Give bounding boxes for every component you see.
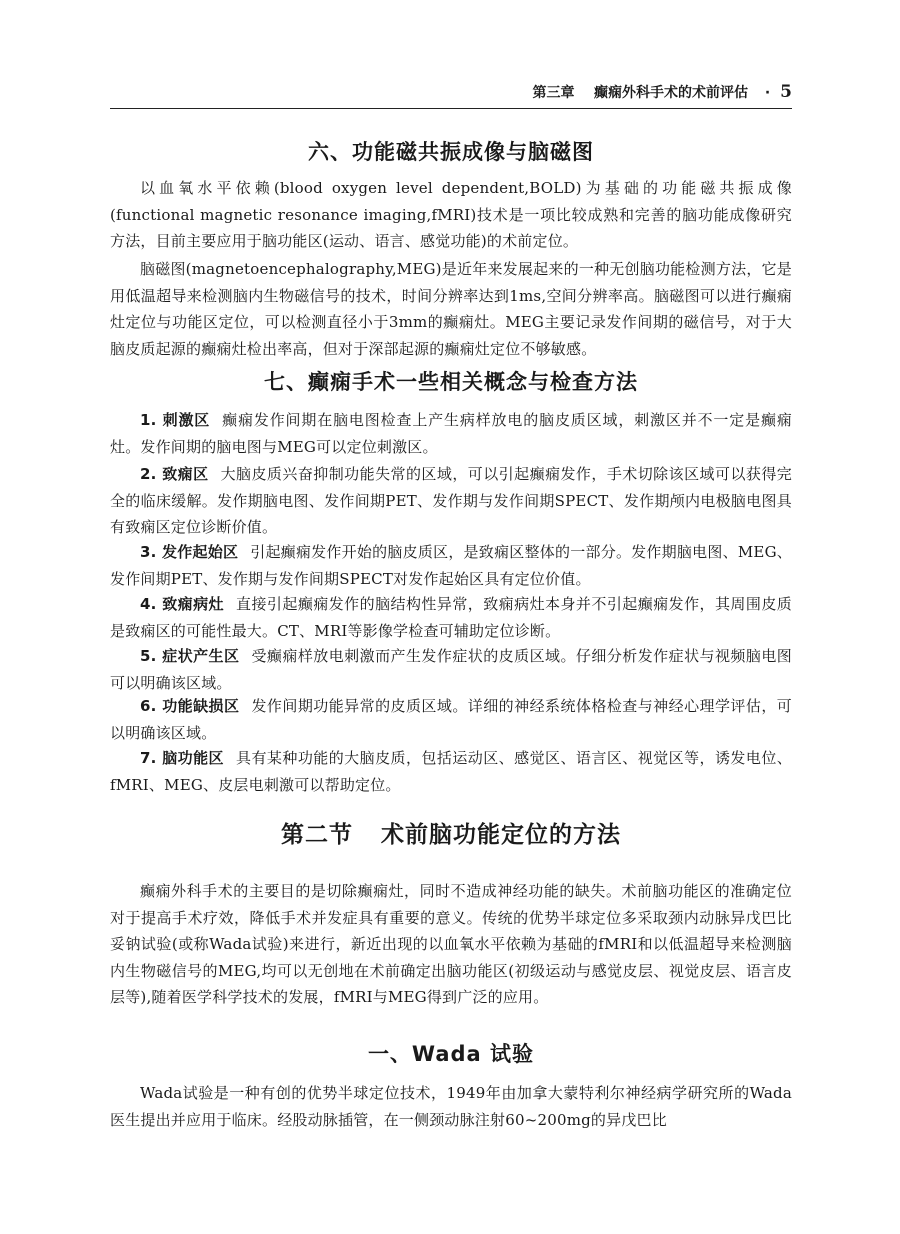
paragraph-wada: Wada试验是一种有创的优势半球定位技术，1949年由加拿大蒙特利尔神经病学研究所的Wada医生提出并应用于临床。经股动脉插管，在一侧颈动脉注射60~200mg的异戊巴比 bbox=[110, 1084, 792, 1129]
running-head bbox=[110, 82, 792, 109]
concept-text: 具有某种功能的大脑皮质，包括运动区、感觉区、语言区、视觉区等，诱发电位、fMRI、MEG、皮层电刺激可以帮助定位。 bbox=[110, 749, 792, 794]
chapter-label: 第三章 bbox=[532, 85, 575, 101]
heading-wada: 一、Wada 试验 bbox=[367, 1042, 535, 1066]
heading-concepts: 七、癫痫手术一些相关概念与检查方法 bbox=[264, 370, 638, 394]
concept-text: 受癫痫样放电刺激而产生发作症状的皮质区域。仔细分析发作症状与视频脑电图可以明确该区域。 bbox=[110, 647, 792, 692]
section-2-heading bbox=[110, 820, 792, 850]
concept-item-1 bbox=[110, 407, 792, 460]
concept-term: 5. 症状产生区 bbox=[140, 647, 240, 665]
concept-text: 发作间期功能异常的皮质区域。详细的神经系统体格检查与神经心理学评估，可以明确该区域。 bbox=[110, 697, 792, 742]
section-title: 术前脑功能定位的方法 bbox=[381, 822, 621, 848]
paragraph-fmri: 以血氧水平依赖(blood oxygen level dependent,BOLD)为基础的功能磁共振成像(functional magnetic resonance imaging,fMRI)技术是一项比较成熟和完善的脑功能成像研究方法，目前主要应用于脑功能区(运动、语言、感觉功能)的术前定位。 bbox=[110, 179, 792, 251]
heading-fmri-meg: 六、功能磁共振成像与脑磁图 bbox=[308, 140, 594, 164]
concept-item-5 bbox=[110, 643, 792, 696]
concept-term: 1. 刺激区 bbox=[140, 411, 211, 429]
concept-item-6 bbox=[110, 693, 792, 746]
concept-text: 大脑皮质兴奋抑制功能失常的区域，可以引起癫痫发作，手术切除该区域可以获得完全的临床缓解。发作期脑电图、发作间期PET、发作期与发作间期SPECT、发作期颅内电极脑电图具有致痫区定位诊断价值。 bbox=[110, 465, 792, 537]
section-number: 第二节 bbox=[281, 822, 353, 848]
concept-term: 4. 致痫病灶 bbox=[140, 595, 225, 613]
concept-text: 直接引起癫痫发作的脑结构性异常，致痫病灶本身并不引起癫痫发作，其周围皮质是致痫区的可能性最大。CT、MRI等影像学检查可辅助定位诊断。 bbox=[110, 595, 792, 640]
concept-text: 引起癫痫发作开始的脑皮质区，是致痫区整体的一部分。发作期脑电图、MEG、发作间期PET、发作期与发作间期SPECT对发作起始区具有定位价值。 bbox=[110, 543, 792, 588]
concept-item-2 bbox=[110, 461, 792, 541]
concept-item-3 bbox=[110, 539, 792, 592]
concept-text: 癫痫发作间期在脑电图检查上产生病样放电的脑皮质区域，刺激区并不一定是癫痫灶。发作间期的脑电图与MEG可以定位刺激区。 bbox=[110, 411, 792, 456]
concept-term: 7. 脑功能区 bbox=[140, 749, 225, 767]
chapter-title: 癫痫外科手术的术前评估 bbox=[593, 85, 748, 101]
concept-item-4 bbox=[110, 591, 792, 644]
page-number: 5 bbox=[780, 82, 792, 102]
concept-term: 3. 发作起始区 bbox=[140, 543, 239, 561]
paragraph-section-2: 癫痫外科手术的主要目的是切除癫痫灶，同时不造成神经功能的缺失。术前脑功能区的准确定位对于提高手术疗效，降低手术并发症具有重要的意义。传统的优势半球定位多采取颈内动脉异戊巴比妥钠试验(或称Wada试验)来进行，新近出现的以血氧水平依赖为基础的fMRI和以低温超导来检测脑内生物磁信号的MEG,均可以无创地在术前确定出脑功能区(初级运动与感觉皮层、视觉皮层、语言皮层等),随着医学科学技术的发展，fMRI与MEG得到广泛的应用。 bbox=[110, 882, 792, 1007]
paragraph-meg: 脑磁图(magnetoencephalography,MEG)是近年来发展起来的一种无创脑功能检测方法，它是用低温超导来检测脑内生物磁信号的技术，时间分辨率达到1ms,空间分辨率高。脑磁图可以进行癫痫灶定位与功能区定位，可以检测直径小于3mm的癫痫灶。MEG主要记录发作间期的磁信号，对于大脑皮质起源的癫痫灶检出率高，但对于深部起源的癫痫灶定位不够敏感。 bbox=[110, 260, 792, 358]
concept-term: 2. 致痫区 bbox=[140, 465, 209, 483]
concept-item-7 bbox=[110, 745, 792, 798]
separator-dot: · bbox=[764, 85, 771, 101]
concept-term: 6. 功能缺损区 bbox=[140, 697, 240, 715]
